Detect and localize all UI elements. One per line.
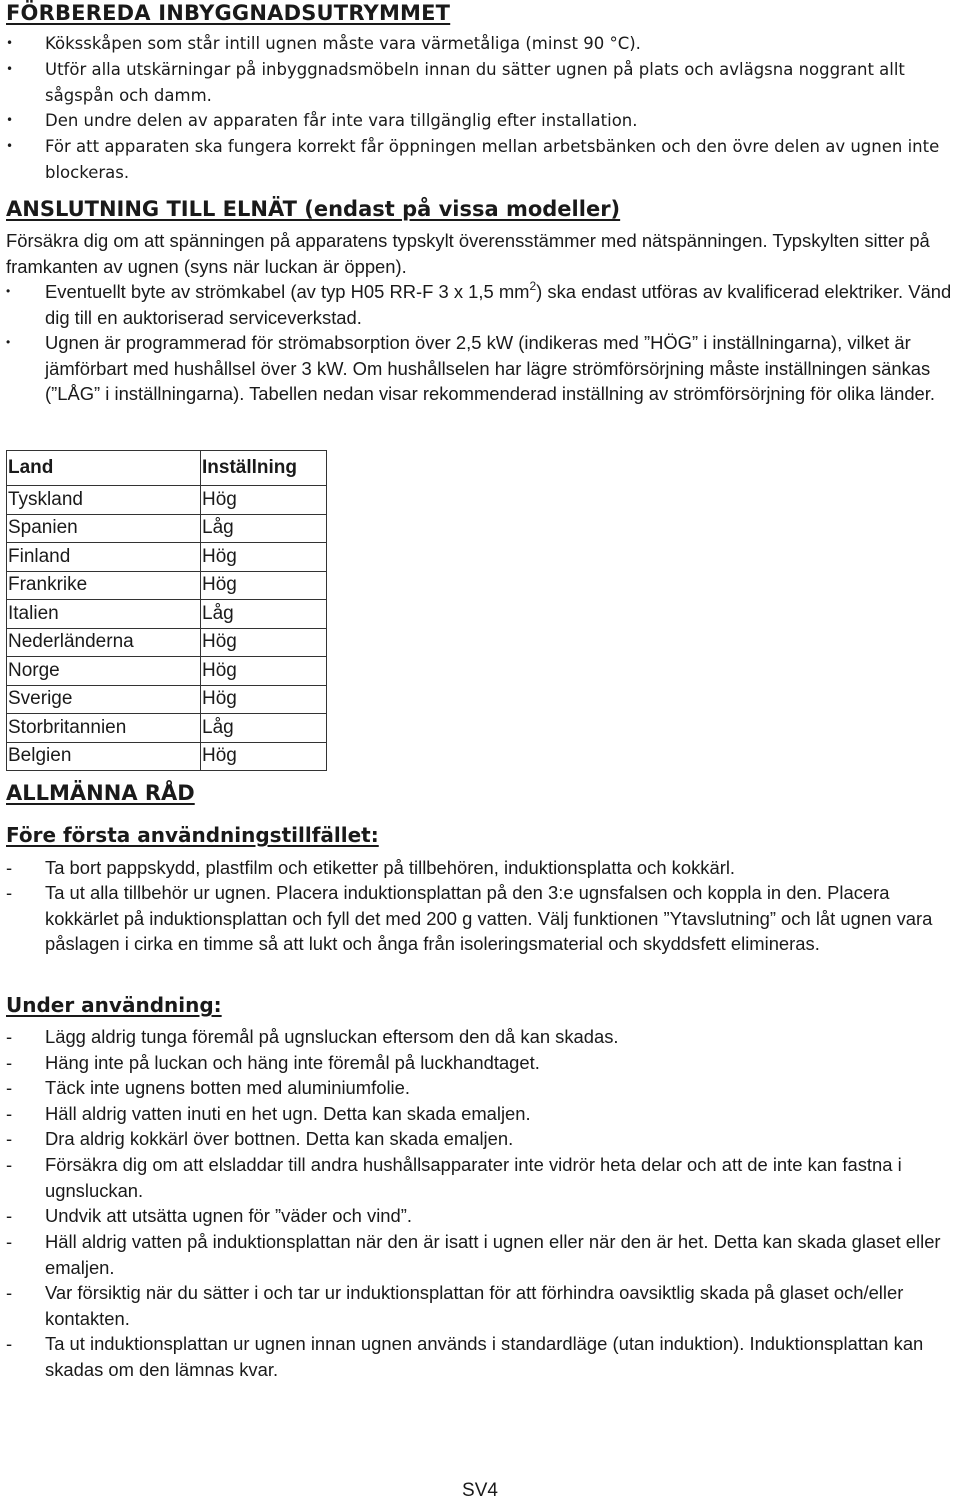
table-row: Storbritannien Låg: [7, 714, 327, 743]
bullet-dot-icon: •: [6, 113, 14, 127]
connection-intro-paragraph: Försäkra dig om att spänningen på apparatens typskylt överensstämmer med nätspänningen. Typskylten sitter på framkanten av ugnen (syns när luckan är öppen).: [6, 230, 930, 277]
section-title-general-advice: ALLMÄNNA RÅD: [6, 781, 195, 805]
list-item: - Ta ut induktionsplattan ur ugnen innan ugnen används i standardläge (utan induktion). Induktionsplattan kan skadas om den lämnas kvar.: [6, 1333, 924, 1380]
dash-marker: -: [6, 1282, 13, 1303]
dash-marker: -: [6, 1205, 13, 1226]
list-item: - Häll aldrig vatten på induktionsplattan när den är isatt i ugnen eller när den är het. Detta kan skada glaset eller emaljen.: [6, 1231, 941, 1278]
dash-marker: -: [6, 882, 13, 903]
list-item: - Var försiktig när du sätter i och tar ur induktionsplattan för att förhindra oavsiktlig skada på glaset och/eller kontakten.: [6, 1282, 904, 1329]
table-header-row: [7, 451, 327, 486]
table-row: Sverige Hög: [7, 685, 327, 714]
table-row: Spanien Låg: [7, 514, 327, 543]
list-item: - Dra aldrig kokkärl över bottnen. Detta kan skada emaljen.: [6, 1126, 956, 1152]
bullet-item: • Köksskåpen som står intill ugnen måste vara värmetåliga (minst 90 °C).: [6, 31, 956, 57]
bullet-item: • Ugnen är programmerad för strömabsorption över 2,5 kW (indikeras med ”HÖG” i inställningarna), vilket är jämförbart med hushållsel över 3 kW. Om hushållselen har lägre strömförsörjning måste inställningen sänkas (”LÅG” i inställningarna). Tabellen nedan visar rekommenderad inställning av strömförsörjning för olika länder.: [6, 332, 936, 404]
country-settings-table: [6, 450, 327, 771]
table-row: Tyskland Hög: [7, 486, 327, 515]
dash-marker: -: [6, 1154, 13, 1175]
list-item: - Lägg aldrig tunga föremål på ugnsluckan eftersom den då kan skadas.: [6, 1024, 956, 1050]
bullet-item: • Eventuellt byte av strömkabel (av typ H05 RR-F 3 x 1,5 $mm^2$) ska endast utföras av kvalificerad elektriker. Vänd dig till en auktoriserad serviceverkstad.: [6, 279, 952, 328]
column-header-land: Land: [7, 451, 201, 486]
dash-marker: -: [6, 1026, 13, 1047]
dash-marker: -: [6, 1103, 13, 1124]
list-item: - Häng inte på luckan och häng inte föremål på luckhandtaget.: [6, 1050, 956, 1076]
bullet-dot-icon: •: [6, 36, 14, 50]
subsection-title-before-first-use: Före första användningstillfället:: [6, 823, 379, 847]
list-item: - Häll aldrig vatten inuti en het ugn. Detta kan skada emaljen.: [6, 1101, 956, 1127]
bullet-dot-icon: •: [6, 284, 11, 298]
section-title-installation-space: FÖRBEREDA INBYGGNADSUTRYMMET: [6, 1, 451, 25]
table-row: Italien Låg: [7, 600, 327, 629]
dash-marker: -: [6, 1077, 13, 1098]
table-row: Belgien Hög: [7, 742, 327, 771]
dash-marker: -: [6, 1231, 13, 1252]
table-row: Frankrike Hög: [7, 571, 327, 600]
list-item: - Undvik att utsätta ugnen för ”väder och vind”.: [6, 1203, 956, 1229]
bullet-item: • Den undre delen av apparaten får inte vara tillgänglig efter installation.: [6, 108, 956, 134]
table-row: Norge Hög: [7, 657, 327, 686]
bullet-dot-icon: •: [6, 139, 14, 153]
dash-marker: -: [6, 1052, 13, 1073]
dash-marker: -: [6, 857, 13, 878]
dash-marker: -: [6, 1128, 13, 1149]
column-header-setting: Inställning: [201, 451, 327, 486]
list-item: - Täck inte ugnens botten med aluminiumfolie.: [6, 1075, 956, 1101]
bullet-item: • För att apparaten ska fungera korrekt får öppningen mellan arbetsbänken och den övre delen av ugnen inte blockeras.: [6, 134, 956, 185]
subsection-title-during-use: Under användning:: [6, 993, 222, 1017]
table-row: Finland Hög: [7, 543, 327, 572]
bullet-dot-icon: •: [6, 335, 11, 349]
table-row: Nederländerna Hög: [7, 628, 327, 657]
list-item: - Försäkra dig om att elsladdar till andra hushållsapparater inte vidrör heta delar och att de inte kan fastna i ugnsluckan.: [6, 1154, 902, 1201]
bullet-dot-icon: •: [6, 62, 14, 76]
dash-marker: -: [6, 1333, 13, 1354]
page-number: SV4: [462, 1480, 498, 1501]
section-title-electrical-connection: ANSLUTNING TILL ELNÄT (endast på vissa modeller): [6, 197, 621, 221]
bullet-item: • Utför alla utskärningar på inbyggnadsmöbeln innan du sätter ugnen på plats och avlägsna noggrant allt sågspån och damm.: [6, 57, 956, 108]
list-item: - Ta bort pappskydd, plastfilm och etiketter på tillbehören, induktionsplatta och kokkärl.: [6, 855, 956, 881]
list-item: - Ta ut alla tillbehör ur ugnen. Placera induktionsplattan på den 3:e ugnsfalsen och koppla in den. Placera kokkärlet på induktionsplattan och fyll det med 200 g vatten. Välj funktionen ”Ytavslutning” och låt ugnen vara påslagen i cirka en timme så att lukt och ånga från isoleringsmaterial och skyddsfett elimineras.: [6, 882, 933, 954]
